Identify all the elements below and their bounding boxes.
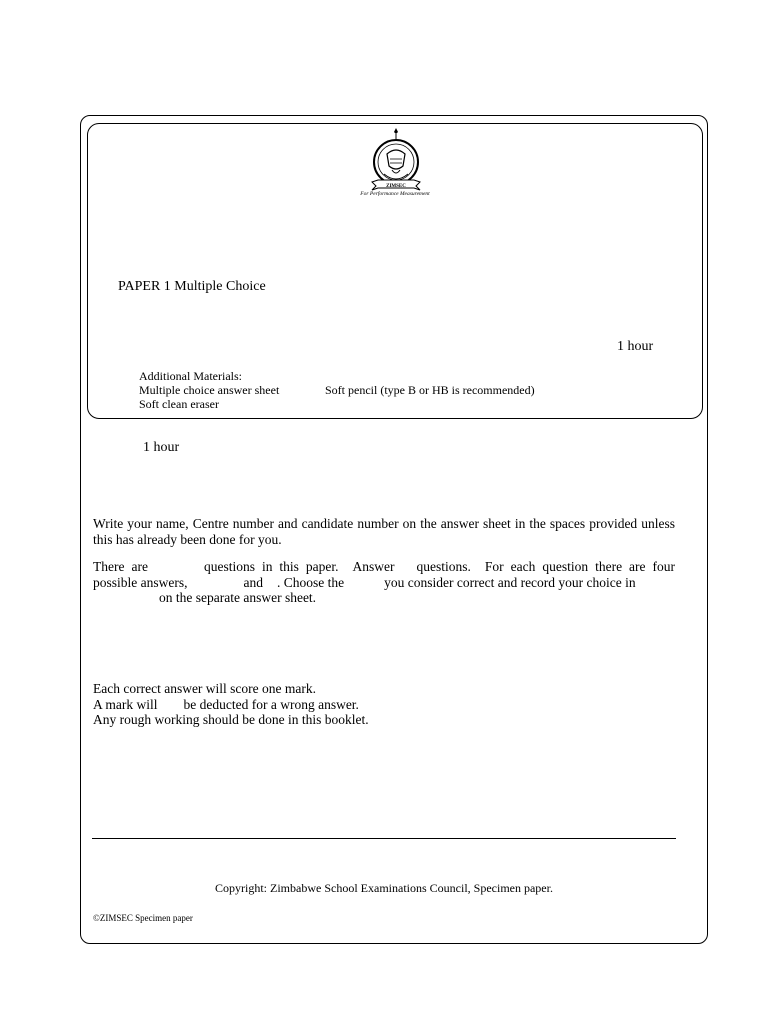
material-pencil: Soft pencil (type B or HB is recommended)	[325, 383, 535, 397]
logo-tagline: For Performance Measurement	[360, 191, 430, 197]
instr-text: For each question there are four possible answers,	[93, 559, 676, 590]
instr-text: . Choose the	[277, 574, 345, 590]
material-answer-sheet: Multiple choice answer sheet	[139, 383, 280, 397]
instruction-paragraph-3	[93, 681, 675, 728]
instr-text: questions in this paper.	[203, 559, 339, 574]
materials-heading: Additional Materials:	[139, 369, 242, 383]
instr-line: Each correct answer will score one mark.	[93, 681, 317, 696]
copyright-notice: Copyright: Zimbabwe School Examinations Council, Specimen paper.	[215, 881, 553, 895]
divider	[92, 838, 676, 839]
instr-text: questions.	[416, 559, 471, 574]
instr-line: Any rough working should be done in this booklet.	[93, 712, 369, 727]
cover-duration: 1 hour	[617, 339, 654, 354]
zimsec-logo-icon	[354, 126, 438, 198]
instr-text: you consider correct and record your choice in	[384, 574, 636, 590]
instr-text: on the separate answer sheet.	[159, 590, 317, 605]
instr-text: and	[243, 574, 263, 590]
instr-line: A mark will be deducted for a wrong answer.	[93, 696, 359, 712]
instr-text: Answer	[352, 559, 395, 574]
time-allowed: 1 hour	[143, 440, 180, 455]
instruction-paragraph-2	[93, 559, 675, 606]
material-eraser: Soft clean eraser	[139, 397, 219, 411]
additional-materials	[139, 369, 279, 411]
logo-banner-text: ZIMSEC	[386, 184, 406, 189]
paper-title: PAPER 1 Multiple Choice	[118, 279, 266, 294]
instr-text: There are	[93, 559, 148, 574]
instruction-paragraph-1: Write your name, Centre number and candidate number on the answer sheet in the spaces provided unless this has already been done for you.	[93, 516, 675, 547]
footer-text: ©ZIMSEC Specimen paper	[93, 913, 193, 923]
